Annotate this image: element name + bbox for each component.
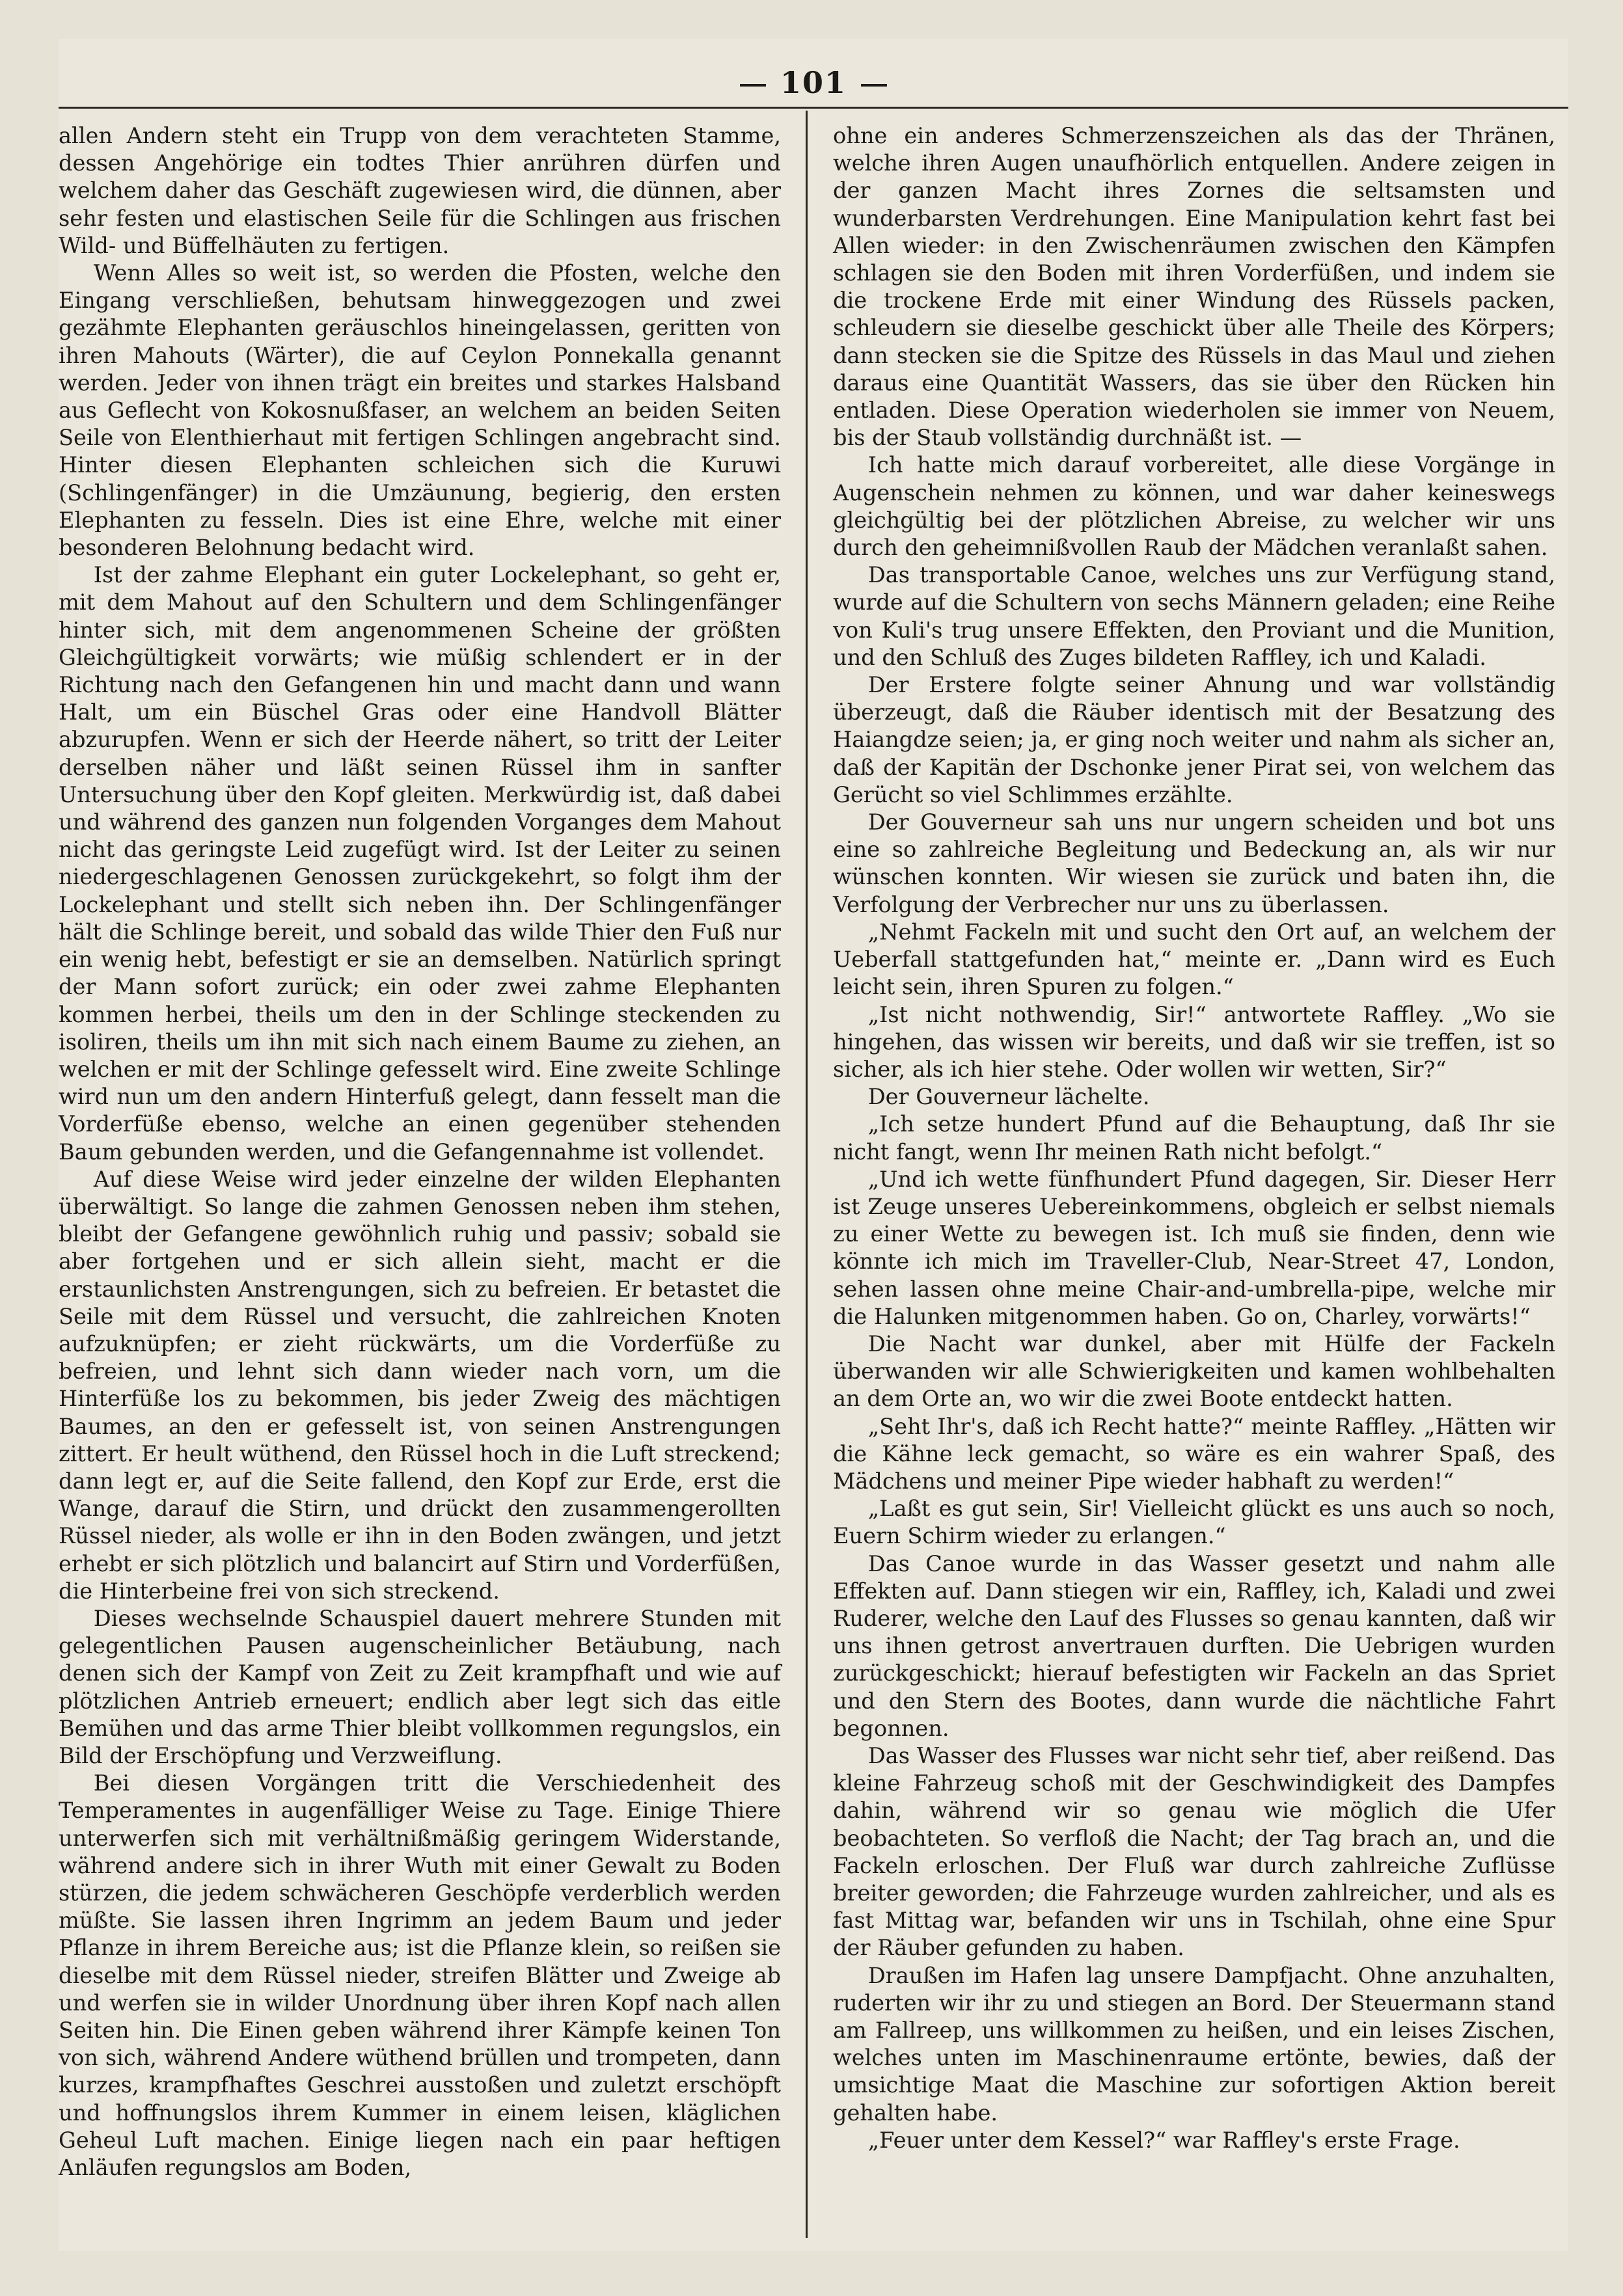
- paragraph: Auf diese Weise wird jeder einzelne der wilden Elephanten überwältigt. So lange die zahmen Genossen neben ihm stehen, bleibt der Gefangene gewöhnlich ruhig und passiv; sobald sie aber fortgehen und er sich allein sieht, macht er die erstaunlichsten Anstrengungen, sich zu befreien. Er betastet die Seile mit dem Rüssel und versucht, die zahlreichen Knoten aufzuknüpfen; er zieht rückwärts, um die Vorderfüße zu befreien, und lehnt sich dann wieder nach vorn, um die Hinterfüße los zu bekommen, bis jeder Zweig des mächtigen Baumes, an den er gefesselt ist, von seinen Anstrengungen zittert. Er heult wüthend, den Rüssel hoch in die Luft streckend; dann legt er, auf die Seite fallend, den Kopf zur Erde, erst die Wange, darauf die Stirn, und drückt den zusammengerollten Rüssel nieder, als wolle er ihn in den Boden zwängen, und jetzt erhebt er sich plötzlich und balancirt auf Stirn und Vorderfüßen, die Hinterbeine frei von sich streckend.: [59, 1166, 781, 1604]
- paragraph: „Ich setze hundert Pfund auf die Behauptung, daß Ihr sie nicht fangt, wenn Ihr meinen Rath nicht befolgt.“: [833, 1111, 1555, 1165]
- paragraph: „Seht Ihr's, daß ich Recht hatte?“ meinte Raffley. „Hätten wir die Kähne leck gemacht, so wäre es ein wahrer Spaß, des Mädchens und meiner Pipe wieder habhaft zu werden!“: [833, 1413, 1555, 1494]
- paragraph: „Ist nicht nothwendig, Sir!“ antwortete Raffley. „Wo sie hingehen, das wissen wir bereits, und daß wir sie treffen, ist so sicher, als ich hier stehe. Oder wollen wir wetten, Sir?“: [833, 1001, 1555, 1082]
- paragraph: Das Canoe wurde in das Wasser gesetzt und nahm alle Effekten auf. Dann stiegen wir ein, Raffley, ich, Kaladi und zwei Ruderer, welche den Lauf des Flusses so genau kannten, daß wir uns ihnen getrost anvertrauen durften. Die Uebrigen wurden zurückgeschickt; hierauf befestigten wir Fackeln an das Spriet und den Stern des Bootes, dann wurde die nächtliche Fahrt begonnen.: [833, 1550, 1555, 1741]
- paragraph: „Und ich wette fünfhundert Pfund dagegen, Sir. Dieser Herr ist Zeuge unseres Uebereinkommens, obgleich er selbst niemals zu einer Wette zu bewegen ist. Ich muß sie finden, denn wie könnte ich mich im Traveller-Club, Near-Street 47, London, sehen lassen ohne meine Chair-and-umbrella-pipe, welche mir die Halunken mitgenommen haben. Go on, Charley, vorwärts!“: [833, 1166, 1555, 1329]
- paragraph: Bei diesen Vorgängen tritt die Verschiedenheit des Temperamentes in augenfälliger Weise zu Tage. Einige Thiere unterwerfen sich mit verhältnißmäßig geringem Widerstande, während andere sich in ihrer Wuth mit einer Gewalt zu Boden stürzen, die jedem schwächeren Geschöpfe verderblich werden müßte. Sie lassen ihren Ingrimm an jedem Baum und jeder Pflanze in ihrem Bereiche aus; ist die Pflanze klein, so reißen sie dieselbe mit dem Rüssel nieder, streifen Blätter und Zweige ab und werfen sie in wilder Unordnung über ihren Kopf nach allen Seiten hin. Die Einen geben während ihrer Kämpfe keinen Ton von sich, während Andere wüthend brüllen und trompeten, dann kurzes, krampfhaftes Geschrei ausstoßen und zuletzt erschöpft und hoffnungslos ihrem Kummer in einem leisen, kläglichen Geheul Luft machen. Einige liegen nach ein paar heftigen Anläufen regungslos am Boden,: [59, 1770, 781, 2181]
- paragraph: Ist der zahme Elephant ein guter Lockelephant, so geht er, mit dem Mahout auf den Schultern und dem Schlingenfänger hinter sich, mit dem angenommenen Scheine der größten Gleichgültigkeit vorwärts; wie müßig schlendert er in der Richtung nach den Gefangenen hin und macht dann und wann Halt, um ein Büschel Gras oder eine Handvoll Blätter abzurupfen. Wenn er sich der Heerde nähert, so tritt der Leiter derselben näher und läßt seinen Rüssel ihm in sanfter Untersuchung über den Kopf gleiten. Merkwürdig ist, daß dabei und während des ganzen nun folgenden Vorganges dem Mahout nicht das geringste Leid zugefügt wird. Ist der Leiter zu seinen niedergeschlagenen Genossen zurückgekehrt, so folgt ihm der Lockelephant und stellt sich neben ihn. Der Schlingenfänger hält die Schlinge bereit, und sobald das wilde Thier den Fuß nur ein wenig hebt, befestigt er sie an demselben. Natürlich springt der Mann sofort zurück; ein oder zwei zahme Elephanten kommen herbei, theils um den in der Schlinge steckenden zu isoliren, theils um ihn mit sich nach einem Baume zu ziehen, an welchen er mit der Schlinge gefesselt wird. Eine zweite Schlinge wird nun um den andern Hinterfuß gelegt, dann fesselt man die Vorderfüße ebenso, welche an einen gegenüber stehenden Baum gebunden werden, und die Gefangennahme ist vollendet.: [59, 562, 781, 1165]
- paragraph: „Nehmt Fackeln mit und sucht den Ort auf, an welchem der Ueberfall stattgefunden hat,“ meinte er. „Dann wird es Euch leicht sein, ihren Spuren zu folgen.“: [833, 919, 1555, 1000]
- paragraph: Das Wasser des Flusses war nicht sehr tief, aber reißend. Das kleine Fahrzeug schoß mit der Geschwindigkeit des Dampfes dahin, während wir so genau wie möglich die Ufer beobachteten. So verfloß die Nacht; der Tag brach an, und die Fackeln erloschen. Der Fluß war durch zahlreiche Zuflüsse breiter geworden; die Fahrzeuge wurden zahlreicher, und als es fast Mittag war, befanden wir uns in Tschilah, ohne eine Spur der Räuber gefunden zu haben.: [833, 1742, 1555, 1961]
- left-column: [59, 122, 781, 2181]
- header-dash-left: [740, 84, 766, 87]
- paragraph: Dieses wechselnde Schauspiel dauert mehrere Stunden mit gelegentlichen Pausen augenscheinlicher Betäubung, nach denen sich der Kampf von Zeit zu Zeit krampfhaft und wie auf plötzlichen Antrieb erneuert; endlich aber legt sich das eitle Bemühen und das arme Thier bleibt vollkommen regungslos, ein Bild der Erschöpfung und Verzweiflung.: [59, 1605, 781, 1768]
- column-divider: [806, 111, 808, 2238]
- right-column: [833, 122, 1555, 2154]
- paragraph: allen Andern steht ein Trupp von dem verachteten Stamme, dessen Angehörige ein todtes Thier anrühren dürfen und welchem daher das Geschäft zugewiesen wird, die dünnen, aber sehr festen und elastischen Seile für die Schlingen aus frischen Wild- und Büffelhäuten zu fertigen.: [59, 123, 781, 258]
- paragraph: Das transportable Canoe, welches uns zur Verfügung stand, wurde auf die Schultern von sechs Männern geladen; eine Reihe von Kuli's trug unsere Effekten, den Proviant und die Munition, und den Schluß des Zuges bildeten Raffley, ich und Kaladi.: [833, 562, 1555, 670]
- header-rule: [59, 107, 1568, 109]
- newspaper-page: [59, 39, 1568, 2251]
- paragraph: Der Gouverneur lächelte.: [867, 1084, 1150, 1110]
- paragraph: Wenn Alles so weit ist, so werden die Pfosten, welche den Eingang verschließen, behutsam hinweggezogen und zwei gezähmte Elephanten geräuschlos hineingelassen, geritten von ihren Mahouts (Wärter), die auf Ceylon Ponnekalla genannt werden. Jeder von ihnen trägt ein breites und starkes Halsband aus Geflecht von Kokosnußfaser, an welchem an beiden Seiten Seile von Elenthierhaut mit fertigen Schlingen angebracht sind. Hinter diesen Elephanten schleichen sich die Kuruwi (Schlingenfänger) in die Umzäunung, begierig, den ersten Elephanten zu fesseln. Dies ist eine Ehre, welche mit einer besonderen Belohnung bedacht wird.: [59, 260, 781, 561]
- paragraph: „Laßt es gut sein, Sir! Vielleicht glückt es uns auch so noch, Euern Schirm wieder zu erlangen.“: [833, 1496, 1555, 1549]
- paragraph: Der Gouverneur sah uns nur ungern scheiden und bot uns eine so zahlreiche Begleitung und Bedeckung an, als wir nur wünschen konnten. Wir wiesen sie zurück und baten ihn, die Verfolgung der Verbrecher nur uns zu überlassen.: [833, 809, 1555, 917]
- paragraph: Draußen im Hafen lag unsere Dampfjacht. Ohne anzuhalten, ruderten wir ihr zu und stiegen an Bord. Der Steuermann stand am Fallreep, uns willkommen zu heißen, und ein leises Zischen, welches unten im Maschinenraume ertönte, bewies, daß der umsichtige Maat die Maschine zur sofortigen Aktion bereit gehalten habe.: [833, 1962, 1555, 2126]
- page-header: [59, 65, 1568, 100]
- paragraph: Der Erstere folgte seiner Ahnung und war vollständig überzeugt, daß die Räuber identisch mit der Besatzung des Haiangdze seien; ja, er ging noch weiter und nahm als sicher an, daß der Kapitän der Dschonke jener Pirat sei, von welchem das Gerücht so viel Schlimmes erzählte.: [833, 672, 1555, 807]
- paragraph: „Feuer unter dem Kessel?“ war Raffley's erste Frage.: [867, 2127, 1460, 2153]
- paragraph: Ich hatte mich darauf vorbereitet, alle diese Vorgänge in Augenschein nehmen zu können, und war daher keineswegs gleichgültig bei der plötzlichen Abreise, zu welcher wir uns durch den geheimnißvollen Raub der Mädchen veranlaßt sahen.: [833, 452, 1555, 561]
- paragraph: Die Nacht war dunkel, aber mit Hülfe der Fackeln überwanden wir alle Schwierigkeiten und kamen wohlbehalten an dem Orte an, wo wir die zwei Boote entdeckt hatten.: [833, 1330, 1555, 1412]
- header-dash-right: [861, 84, 887, 87]
- paragraph: ohne ein anderes Schmerzenszeichen als das der Thränen, welche ihren Augen unaufhörlich entquellen. Andere zeigen in der ganzen Macht ihres Zornes die seltsamsten und wunderbarsten Verdrehungen. Eine Manipulation kehrt fast bei Allen wieder: in den Zwischenräumen zwischen den Kämpfen schlagen sie den Boden mit ihren Vorderfüßen, und indem sie die trockene Erde mit einer Windung des Rüssels packen, schleudern sie dieselbe geschickt über alle Theile des Körpers; dann stecken sie die Spitze des Rüssels in das Maul und ziehen daraus eine Quantität Wassers, das sie über den Rücken hin entladen. Diese Operation wiederholen sie immer von Neuem, bis der Staub vollständig durchnäßt ist. —: [833, 123, 1555, 451]
- page-number: 101: [780, 65, 847, 100]
